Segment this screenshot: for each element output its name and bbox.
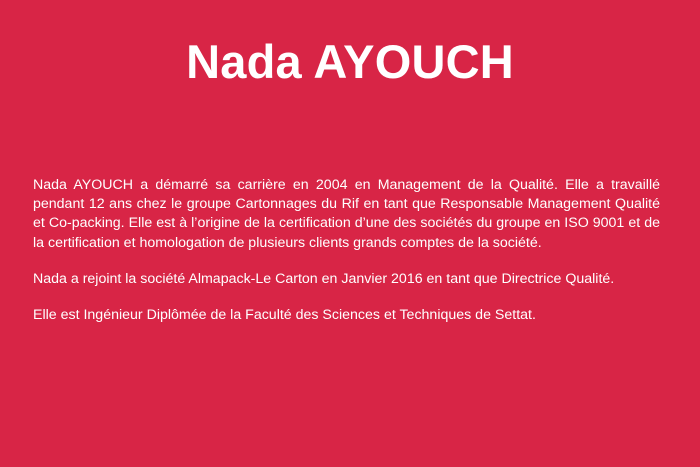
bio-paragraph-career: Nada AYOUCH a démarré sa carrière en 2004 en Management de la Qualité. Elle a travaillé pendant 12 ans chez le groupe Cartonnages du Rif en tant que Responsable Management Qualité et Co-packing. Elle est à l’origine de la certification d’une des sociétés du groupe en ISO 9001 et de la certification et homologation de plusieurs clients grands comptes de la société. xyxy=(33,177,660,251)
profile-bio xyxy=(33,176,660,342)
profile-name: Nada AYOUCH xyxy=(186,35,514,88)
bio-paragraph-education: Elle est Ingénieur Diplômée de la Faculté des Sciences et Techniques de Settat. xyxy=(33,307,536,324)
bio-paragraph-current-role: Nada a rejoint la société Almapack-Le Carton en Janvier 2016 en tant que Directrice Qualité. xyxy=(33,270,615,287)
